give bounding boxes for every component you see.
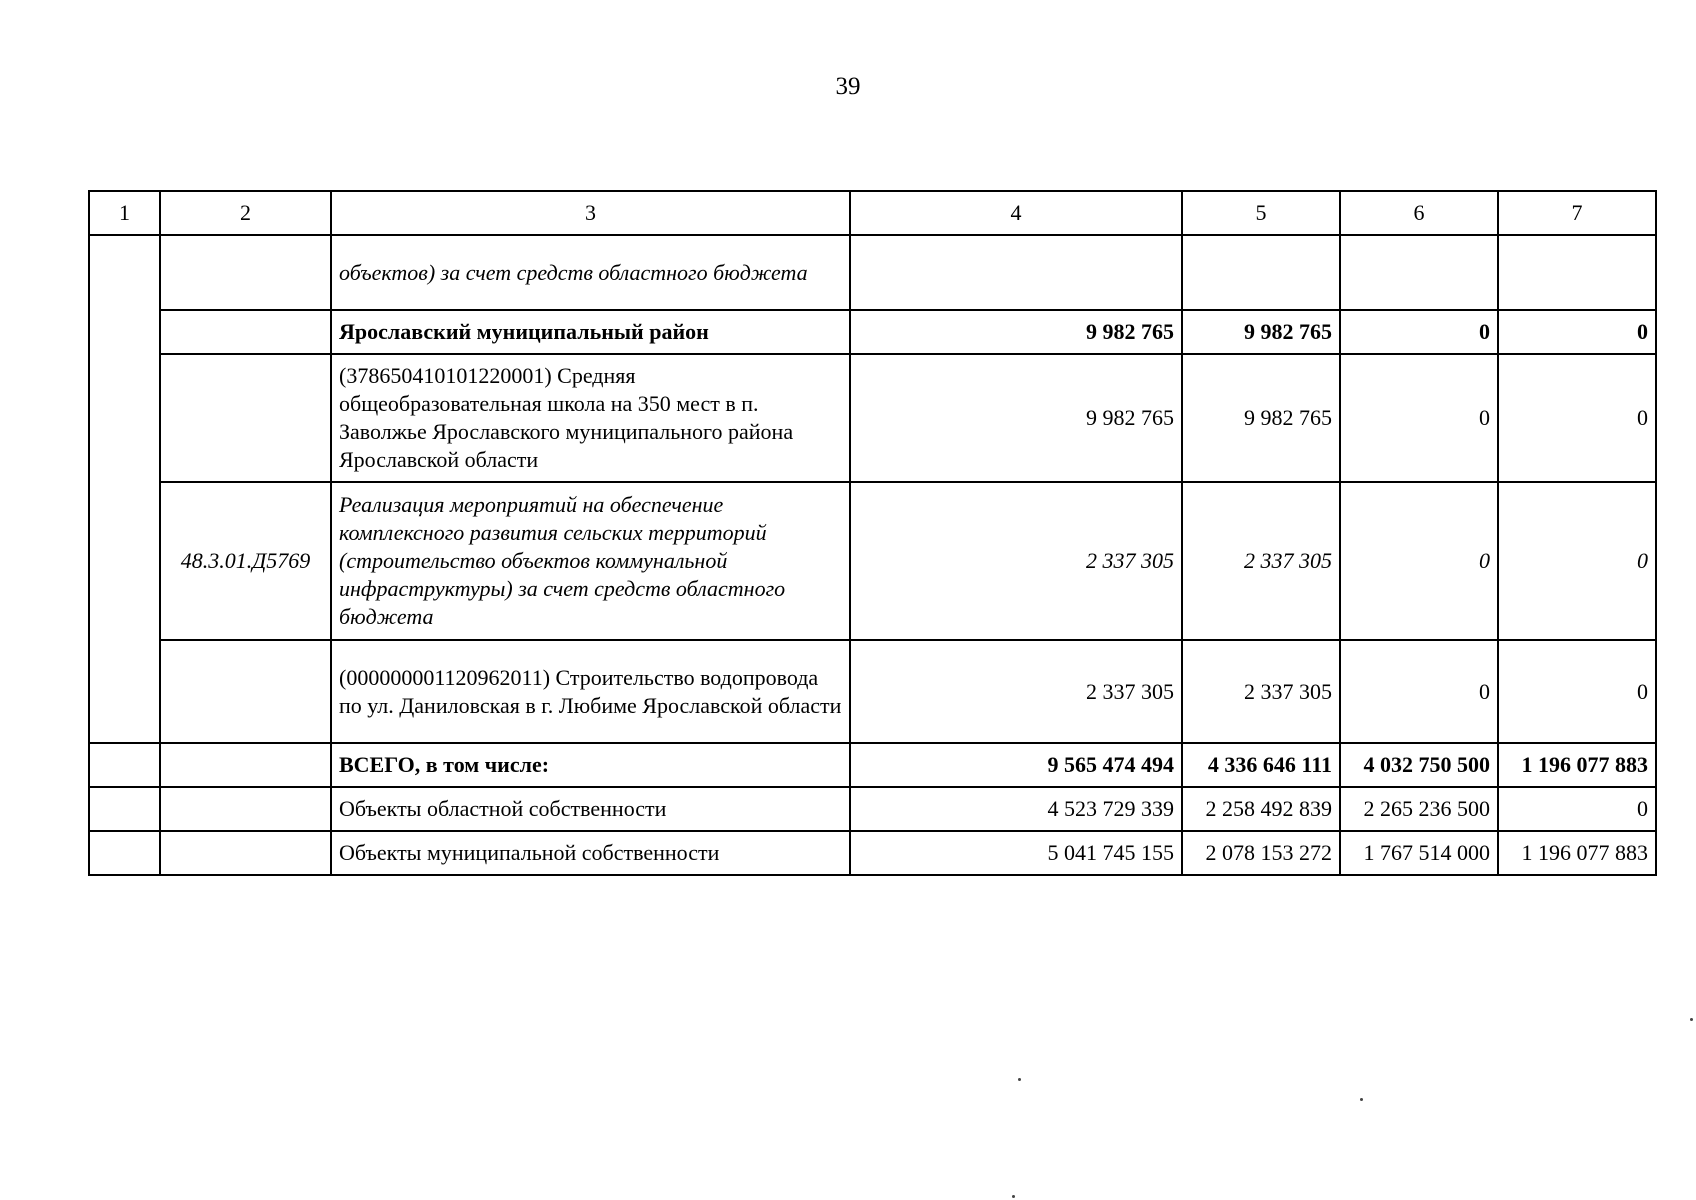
value-cell <box>1498 235 1656 310</box>
table-row <box>89 482 1656 640</box>
value-cell: 0 <box>1340 310 1498 354</box>
value-cell: 0 <box>1340 354 1498 482</box>
code-cell <box>160 743 331 787</box>
row-number-cell <box>89 235 160 743</box>
code-cell: 48.3.01.Д5769 <box>160 482 331 640</box>
value-cell: 4 032 750 500 <box>1340 743 1498 787</box>
value-cell: 4 523 729 339 <box>850 787 1182 831</box>
value-cell: 9 982 765 <box>850 310 1182 354</box>
table-row <box>89 354 1656 482</box>
value-cell: 2 258 492 839 <box>1182 787 1340 831</box>
header-cell: 3 <box>331 191 850 235</box>
value-cell: 0 <box>1498 310 1656 354</box>
description-cell: ВСЕГО, в том числе: <box>331 743 850 787</box>
page-number: 39 <box>835 73 861 100</box>
header-cell: 4 <box>850 191 1182 235</box>
value-cell: 2 337 305 <box>1182 482 1340 640</box>
description-cell: Объекты муниципальной собственности <box>331 831 850 875</box>
scan-speck <box>1360 1098 1363 1101</box>
value-cell: 2 337 305 <box>850 640 1182 743</box>
header-cell: 7 <box>1498 191 1656 235</box>
table-header-row <box>89 191 1656 235</box>
scan-speck <box>1012 1195 1015 1198</box>
value-cell <box>1340 235 1498 310</box>
value-cell: 9 982 765 <box>850 354 1182 482</box>
value-cell: 2 337 305 <box>1182 640 1340 743</box>
description-cell: Реализация мероприятий на обеспечение комплексного развития сельских территорий (строительство объектов коммунальной инфраструктуры) за счет средств областного бюджета <box>331 482 850 640</box>
value-cell: 0 <box>1498 787 1656 831</box>
description-cell: Ярославский муниципальный район <box>331 310 850 354</box>
description-cell: объектов) за счет средств областного бюджета <box>331 235 850 310</box>
table-row <box>89 640 1656 743</box>
value-cell: 9 982 765 <box>1182 354 1340 482</box>
value-cell: 9 565 474 494 <box>850 743 1182 787</box>
scan-speck <box>1018 1078 1021 1081</box>
budget-table <box>88 190 1657 876</box>
code-cell <box>160 310 331 354</box>
header-cell: 1 <box>89 191 160 235</box>
total-row <box>89 831 1656 875</box>
value-cell: 2 265 236 500 <box>1340 787 1498 831</box>
value-cell: 0 <box>1340 482 1498 640</box>
row-number-cell <box>89 787 160 831</box>
value-cell <box>1182 235 1340 310</box>
table-row <box>89 310 1656 354</box>
code-cell <box>160 235 331 310</box>
value-cell: 5 041 745 155 <box>850 831 1182 875</box>
total-row <box>89 787 1656 831</box>
scan-speck <box>1690 1018 1693 1021</box>
total-row <box>89 743 1656 787</box>
row-number-cell <box>89 743 160 787</box>
header-cell: 6 <box>1340 191 1498 235</box>
value-cell: 2 337 305 <box>850 482 1182 640</box>
value-cell: 4 336 646 111 <box>1182 743 1340 787</box>
value-cell: 1 767 514 000 <box>1340 831 1498 875</box>
value-cell: 0 <box>1340 640 1498 743</box>
value-cell: 2 078 153 272 <box>1182 831 1340 875</box>
description-cell: (000000001120962011) Строительство водопровода по ул. Даниловская в г. Любиме Ярославской области <box>331 640 850 743</box>
description-cell: Объекты областной собственности <box>331 787 850 831</box>
header-cell: 5 <box>1182 191 1340 235</box>
code-cell <box>160 640 331 743</box>
header-cell: 2 <box>160 191 331 235</box>
value-cell: 1 196 077 883 <box>1498 831 1656 875</box>
value-cell: 1 196 077 883 <box>1498 743 1656 787</box>
value-cell: 9 982 765 <box>1182 310 1340 354</box>
description-cell: (378650410101220001) Средняя общеобразовательная школа на 350 мест в п. Заволжье Ярославского муниципального района Ярославской области <box>331 354 850 482</box>
code-cell <box>160 831 331 875</box>
value-cell: 0 <box>1498 482 1656 640</box>
value-cell: 0 <box>1498 640 1656 743</box>
value-cell: 0 <box>1498 354 1656 482</box>
code-cell <box>160 354 331 482</box>
row-number-cell <box>89 831 160 875</box>
table-row <box>89 235 1656 310</box>
code-cell <box>160 787 331 831</box>
value-cell <box>850 235 1182 310</box>
